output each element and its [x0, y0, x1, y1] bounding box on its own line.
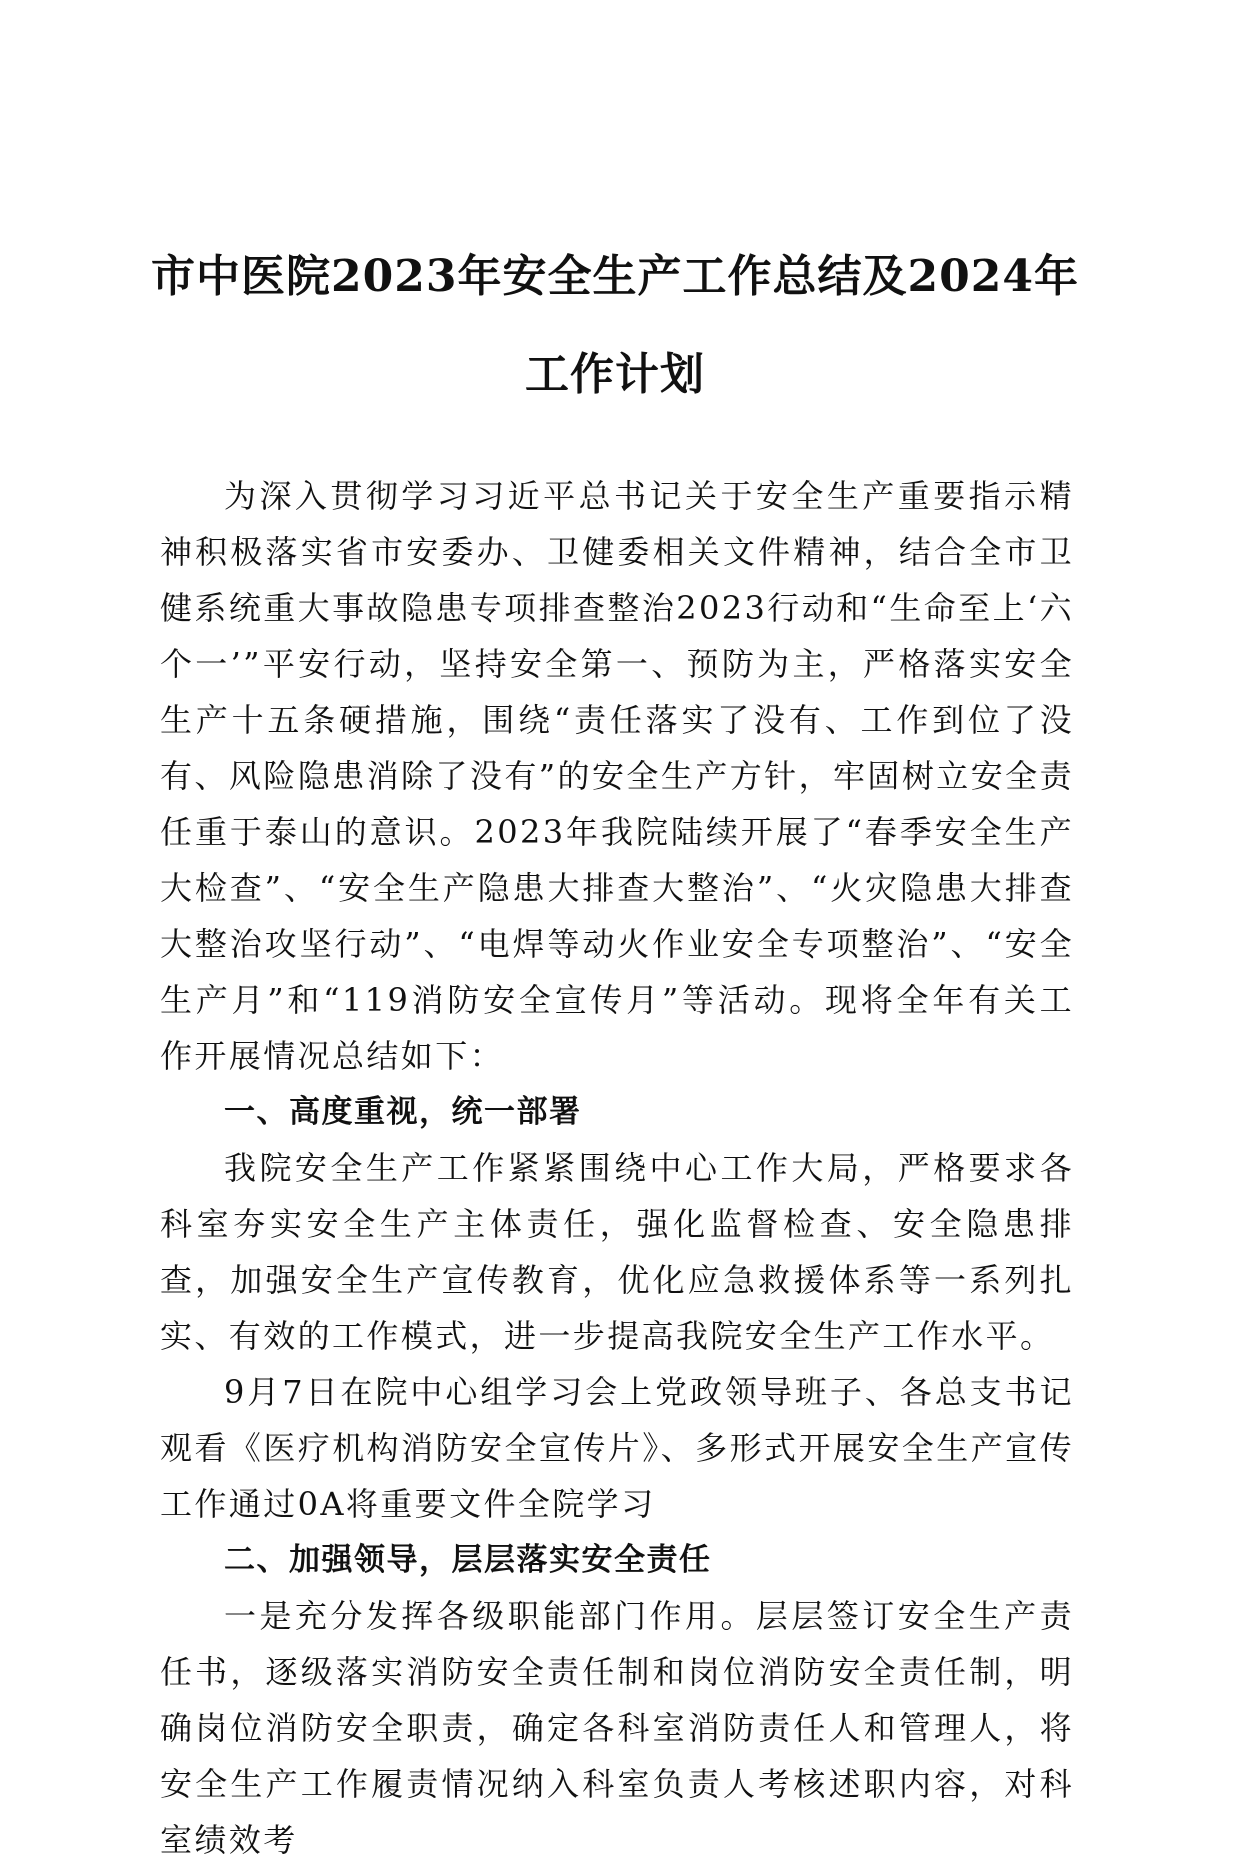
section-2-paragraph-1: 一是充分发挥各级职能部门作用。层层签订安全生产责任书，逐级落实消防安全责任制和岗位消防安全责任制，明确岗位消防安全职责，确定各科室消防责任人和管理人，将安全生产工作履责情况纳入科室负责人考核述职内容，对科室绩效考	[160, 1597, 1074, 1859]
intro-paragraph: 为深入贯彻学习习近平总书记关于安全生产重要指示精神积极落实省市安委办、卫健委相关文件精神，结合全市卫健系统重大事故隐患专项排查整治2023行动和“生命至上‘六个一’”平安行动，坚持安全第一、预防为主，严格落实安全生产十五条硬措施，围绕“责任落实了没有、工作到位了没有、风险隐患消除了没有”的安全生产方针，牢固树立安全责任重于泰山的意识。2023年我院陆续开展了“春季安全生产大检查”、“安全生产隐患大排查大整治”、“火灾隐患大排查大整治攻坚行动”、“电焊等动火作业安全专项整治”、“安全生产月”和“119消防安全宣传月”等活动。现将全年有关工作开展情况总结如下：	[160, 477, 1074, 1075]
document-title	[150, 228, 1080, 424]
section-heading-1: 一、高度重视，统一部署	[224, 1094, 582, 1130]
section-heading-2: 二、加强领导，层层落实安全责任	[224, 1542, 712, 1578]
section-1-paragraph-1: 我院安全生产工作紧紧围绕中心工作大局，严格要求各科室夯实安全生产主体责任，强化监督检查、安全隐患排查，加强安全生产宣传教育，优化应急救援体系等一系列扎实、有效的工作模式，进一步提高我院安全生产工作水平。	[160, 1149, 1074, 1355]
title-line-2: 工作计划	[525, 349, 705, 400]
section-1-paragraph-2: 9月7日在院中心组学习会上党政领导班子、各总支书记观看《医疗机构消防安全宣传片》、多形式开展安全生产宣传工作通过0A将重要文件全院学习	[160, 1373, 1074, 1523]
document-body	[160, 468, 1074, 1868]
title-line-1: 市中医院2023年安全生产工作总结及2024年	[151, 251, 1079, 302]
